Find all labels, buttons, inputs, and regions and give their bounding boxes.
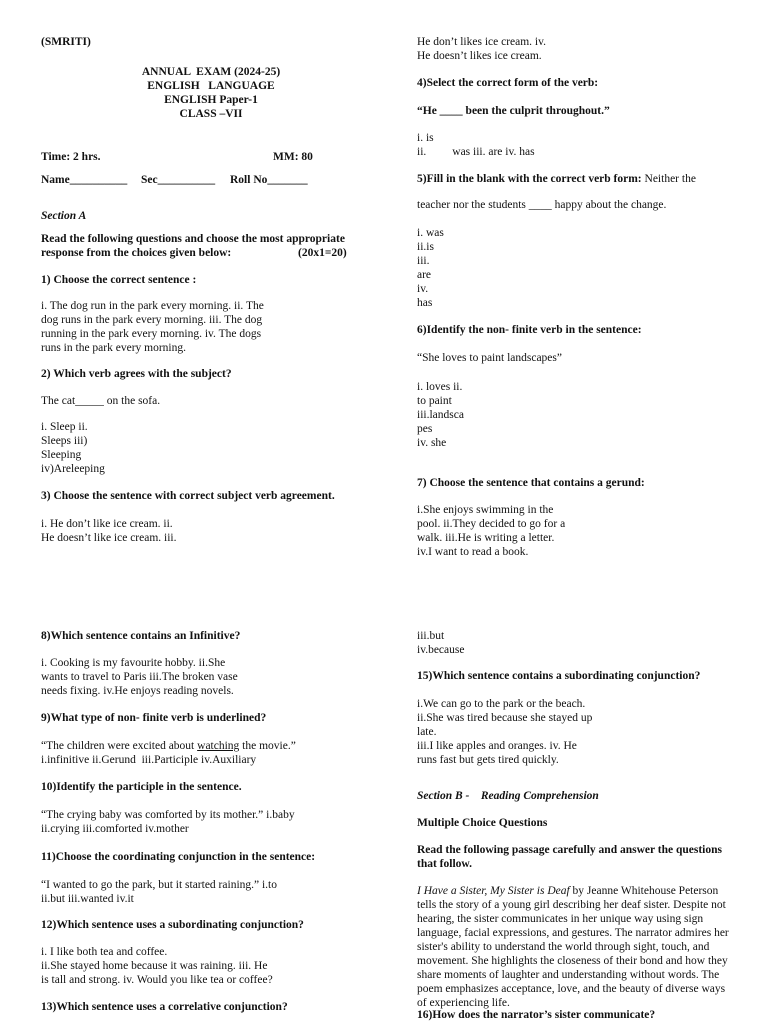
- q9-options: i.infinitive ii.Gerund iii.Participle iv.Auxiliary: [41, 754, 257, 766]
- q4-option-2-row: [417, 145, 535, 159]
- q12-options: i. I like both tea and coffee. ii.She stayed home because it was raining. iii. He is tall and strong. iv. Would you like tea or coffee?: [41, 946, 273, 986]
- q9-underlined-word: watching: [197, 740, 240, 752]
- q14-options-continued: iii.but iv.because: [417, 630, 465, 656]
- q15-question: 15)Which sentence contains a subordinating conjunction?: [417, 670, 701, 682]
- instruction-line-2: [41, 246, 351, 260]
- q7-question: 7) Choose the sentence that contains a gerund:: [417, 477, 645, 489]
- q5-sentence-tail: Neither the: [641, 173, 696, 185]
- q10-question: 10)Identify the participle in the sentence.: [41, 781, 242, 793]
- q3-options-continued: He don’t likes ice cream. iv. He doesn’t likes ice cream.: [417, 36, 547, 62]
- roll-number-field: Roll No_______: [230, 174, 308, 186]
- q4-option-2-text: was iii. are iv. has: [452, 146, 535, 158]
- q11-options: “I wanted to go the park, but it started raining.” i.to ii.but iii.wanted iv.it: [41, 879, 278, 905]
- passage-title: I Have a Sister, My Sister is Deaf: [417, 885, 570, 897]
- instruction-text: response from the choices given below:: [41, 247, 232, 259]
- section-b-title: Section B - Reading Comprehension: [417, 790, 599, 802]
- max-marks-label: MM: 80: [273, 151, 313, 163]
- student-name-field: Name__________: [41, 174, 128, 186]
- q8-options: i. Cooking is my favourite hobby. ii.She wants to travel to Paris iii.The broken vase needs fixing. iv.He enjoys reading novels.: [41, 657, 238, 697]
- section-a-marks: (20x1=20): [298, 247, 347, 259]
- exam-title: ANNUAL EXAM (2024-25): [141, 66, 281, 78]
- section-field: Sec__________: [141, 174, 216, 186]
- reading-passage: [417, 884, 747, 1010]
- q3-question: 3) Choose the sentence with correct subject verb agreement.: [41, 490, 335, 502]
- q16-question: 16)How does the narrator’s sister communicate?: [417, 1009, 656, 1021]
- mcq-heading: Multiple Choice Questions: [417, 817, 548, 829]
- q4-option-1: i. is: [417, 132, 434, 144]
- q1-options: i. The dog run in the park every morning. ii. The dog runs in the park every morning. iii. The dog running in the park every morning. iv. The dogs runs in the park every morning.: [41, 300, 264, 354]
- q9-sentence-start: “The children were excited about: [41, 740, 198, 752]
- q15-options: i.We can go to the park or the beach. ii.She was tired because she stayed up late. iii.I like apples and oranges. iv. He runs fast but gets tired quickly.: [417, 698, 593, 766]
- q10-options: “The crying baby was comforted by its mother.” i.baby ii.crying iii.comforted iv.mother: [41, 809, 295, 835]
- exam-title-block: [41, 65, 381, 121]
- q7-options: i.She enjoys swimming in the pool. ii.They decided to go for a walk. iii.He is writing a letter. iv.I want to read a book.: [417, 504, 566, 558]
- q11-question: 11)Choose the coordinating conjunction in the sentence:: [41, 851, 316, 863]
- section-a-instruction: [41, 232, 351, 260]
- q5-sentence: teacher nor the students ____ happy about the change.: [417, 199, 667, 211]
- school-name: (SMRITI): [41, 36, 91, 48]
- q1-question: 1) Choose the correct sentence :: [41, 274, 197, 286]
- q5-question: 5)Fill in the blank with the correct verb form:: [417, 173, 642, 185]
- q4-sentence: “He ____ been the culprit throughout.”: [417, 105, 610, 117]
- passage-body: by Jeanne Whitehouse Peterson tells the story of a young girl describing her deaf sister. Despite not hearing, the sister communicates in her unique way using sign language, facial expressions, and gestures. The narrator admires her sister's ability to understand the world through sight, touch, and movement. She highlights the closeness of their bond and how they share moments of laughter and understanding without words. The poem emphasizes acceptance, love, and the beauty of diverse ways of experiencing life.: [417, 885, 729, 1009]
- q2-question: 2) Which verb agrees with the subject?: [41, 368, 232, 380]
- q9-question: 9)What type of non- finite verb is underlined?: [41, 712, 267, 724]
- subject-title: ENGLISH LANGUAGE: [147, 80, 275, 92]
- q8-question: 8)Which sentence contains an Infinitive?: [41, 630, 241, 642]
- q9-sentence: [41, 739, 296, 753]
- q6-sentence: “She loves to paint landscapes”: [417, 352, 562, 364]
- q2-options: i. Sleep ii. Sleeps iii) Sleeping iv)Areleeping: [41, 421, 105, 475]
- section-b-instruction: Read the following passage carefully and answer the questions that follow.: [417, 844, 722, 870]
- q13-question: 13)Which sentence uses a correlative conjunction?: [41, 1001, 288, 1013]
- class-title: CLASS –VII: [179, 108, 243, 120]
- q6-options: i. loves ii. to paint iii.landsca pes iv. she: [417, 381, 464, 449]
- section-a-title: Section A: [41, 210, 87, 222]
- q4-question: 4)Select the correct form of the verb:: [417, 77, 599, 89]
- instruction-line-1: Read the following questions and choose the most appropriate: [41, 233, 345, 245]
- q3-options: i. He don’t like ice cream. ii. He doesn’t like ice cream. iii.: [41, 518, 177, 544]
- q5-options: i. was ii.is iii. are iv. has: [417, 227, 444, 309]
- q2-sentence: The cat_____ on the sofa.: [41, 395, 161, 407]
- q6-question: 6)Identify the non- finite verb in the sentence:: [417, 324, 642, 336]
- time-label: Time: 2 hrs.: [41, 151, 101, 163]
- paper-title: ENGLISH Paper-1: [164, 94, 258, 106]
- q12-question: 12)Which sentence uses a subordinating conjunction?: [41, 919, 304, 931]
- q4-option-2-label: ii.: [417, 146, 427, 158]
- q5-question-row: [417, 172, 696, 186]
- q9-sentence-end: the movie.”: [239, 740, 296, 752]
